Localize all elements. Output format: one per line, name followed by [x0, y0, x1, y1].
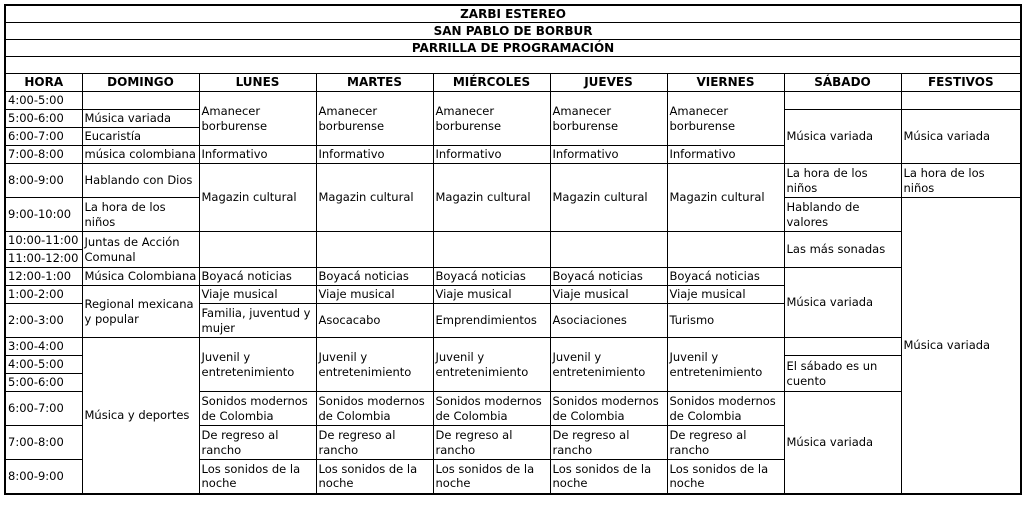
program-cell: Los sonidos de la noche [550, 460, 667, 494]
program-cell: Amanecer borburense [433, 92, 550, 146]
program-cell: Juvenil y entretenimiento [667, 338, 784, 392]
spacer-row [5, 57, 1021, 74]
program-cell: Hablando de valores [784, 198, 901, 232]
program-cell: Música variada [784, 392, 901, 494]
program-cell: Boyacá noticias [667, 268, 784, 286]
hour-cell: 8:00-9:00 [5, 164, 82, 198]
hour-cell: 11:00-12:00 [5, 250, 82, 268]
program-cell: Sonidos modernos de Colombia [550, 392, 667, 426]
hour-cell: 5:00-6:00 [5, 110, 82, 128]
col-festivos: FESTIVOS [901, 74, 1021, 92]
program-cell: Música variada [901, 198, 1021, 494]
programming-grid [4, 4, 1022, 495]
hour-cell: 2:00-3:00 [5, 304, 82, 338]
hour-cell: 5:00-6:00 [5, 374, 82, 392]
program-cell: Viaje musical [316, 286, 433, 304]
hour-cell: 1:00-2:00 [5, 286, 82, 304]
table-row [5, 338, 1021, 356]
program-cell: Viaje musical [550, 286, 667, 304]
hour-cell: 4:00-5:00 [5, 92, 82, 110]
program-cell: Eucaristía [82, 128, 199, 146]
program-cell: Amanecer borburense [667, 92, 784, 146]
program-cell: La hora de los niños [82, 198, 199, 232]
table-row [5, 164, 1021, 198]
hour-cell: 12:00-1:00 [5, 268, 82, 286]
program-cell: Magazin cultural [199, 164, 316, 232]
grid-subtitle: PARRILLA DE PROGRAMACIÓN [5, 40, 1021, 57]
table-row [5, 92, 1021, 110]
hour-cell: 4:00-5:00 [5, 356, 82, 374]
town-title: SAN PABLO DE BORBUR [5, 23, 1021, 40]
program-cell: Boyacá noticias [550, 268, 667, 286]
col-jueves: JUEVES [550, 74, 667, 92]
program-cell: Los sonidos de la noche [199, 460, 316, 494]
program-cell: Regional mexicana y popular [82, 286, 199, 338]
program-cell: De regreso al rancho [667, 426, 784, 460]
program-cell: Informativo [316, 146, 433, 164]
program-cell: Sonidos modernos de Colombia [433, 392, 550, 426]
program-cell: De regreso al rancho [550, 426, 667, 460]
column-header-row [5, 74, 1021, 92]
hour-cell: 7:00-8:00 [5, 146, 82, 164]
program-cell: Boyacá noticias [199, 268, 316, 286]
empty-cell [316, 232, 433, 268]
empty-cell [667, 232, 784, 268]
program-cell: Emprendimientos [433, 304, 550, 338]
program-cell: De regreso al rancho [433, 426, 550, 460]
program-cell: La hora de los niños [784, 164, 901, 198]
empty-cell [550, 232, 667, 268]
program-cell: Los sonidos de la noche [667, 460, 784, 494]
program-cell: Juntas de Acción Comunal [82, 232, 199, 268]
program-cell: Juvenil y entretenimiento [550, 338, 667, 392]
program-cell: De regreso al rancho [316, 426, 433, 460]
program-cell: música colombiana [82, 146, 199, 164]
col-viernes: VIERNES [667, 74, 784, 92]
program-cell: Juvenil y entretenimiento [316, 338, 433, 392]
program-cell: Informativo [550, 146, 667, 164]
table-row [5, 232, 1021, 250]
program-cell: Asociaciones [550, 304, 667, 338]
empty-cell [199, 232, 316, 268]
program-cell: Música variada [784, 110, 901, 164]
hour-cell: 9:00-10:00 [5, 198, 82, 232]
hour-cell: 6:00-7:00 [5, 392, 82, 426]
table-row [5, 268, 1021, 286]
program-cell: Familia, juventud y mujer [199, 304, 316, 338]
program-cell: Informativo [667, 146, 784, 164]
program-cell: Amanecer borburense [199, 92, 316, 146]
hour-cell: 6:00-7:00 [5, 128, 82, 146]
program-cell: El sábado es un cuento [784, 356, 901, 392]
program-cell: Viaje musical [433, 286, 550, 304]
hour-cell: 8:00-9:00 [5, 460, 82, 494]
program-cell: Los sonidos de la noche [433, 460, 550, 494]
hour-cell: 7:00-8:00 [5, 426, 82, 460]
program-cell: La hora de los niños [901, 164, 1021, 198]
program-cell: Viaje musical [199, 286, 316, 304]
empty-cell [901, 92, 1021, 110]
program-cell: Boyacá noticias [433, 268, 550, 286]
program-cell: Juvenil y entretenimiento [433, 338, 550, 392]
program-cell: Magazin cultural [433, 164, 550, 232]
empty-cell [433, 232, 550, 268]
program-cell: Informativo [433, 146, 550, 164]
hour-cell: 10:00-11:00 [5, 232, 82, 250]
col-martes: MARTES [316, 74, 433, 92]
empty-cell [784, 338, 901, 356]
program-cell: Hablando con Dios [82, 164, 199, 198]
program-cell: De regreso al rancho [199, 426, 316, 460]
program-cell: Asocacabo [316, 304, 433, 338]
hour-cell: 3:00-4:00 [5, 338, 82, 356]
program-cell: Boyacá noticias [316, 268, 433, 286]
program-cell: Turismo [667, 304, 784, 338]
empty-cell [82, 92, 199, 110]
program-cell: Magazin cultural [550, 164, 667, 232]
program-cell: Juvenil y entretenimiento [199, 338, 316, 392]
program-cell: Los sonidos de la noche [316, 460, 433, 494]
program-cell: Magazin cultural [667, 164, 784, 232]
col-lunes: LUNES [199, 74, 316, 92]
col-hora: HORA [5, 74, 82, 92]
program-cell: Sonidos modernos de Colombia [667, 392, 784, 426]
col-miercoles: MIÉRCOLES [433, 74, 550, 92]
col-domingo: DOMINGO [82, 74, 199, 92]
col-sabado: SÁBADO [784, 74, 901, 92]
program-cell: Magazin cultural [316, 164, 433, 232]
program-cell: Música y deportes [82, 338, 199, 494]
program-cell: Sonidos modernos de Colombia [199, 392, 316, 426]
program-cell: Informativo [199, 146, 316, 164]
program-cell: Viaje musical [667, 286, 784, 304]
program-cell: Amanecer borburense [550, 92, 667, 146]
program-cell: Sonidos modernos de Colombia [316, 392, 433, 426]
program-cell: Música variada [784, 268, 901, 338]
program-cell: Música Colombiana [82, 268, 199, 286]
station-title: ZARBI ESTEREO [5, 5, 1021, 23]
empty-cell [784, 92, 901, 110]
program-cell: Amanecer borburense [316, 92, 433, 146]
program-cell: Las más sonadas [784, 232, 901, 268]
program-cell: Música variada [82, 110, 199, 128]
program-cell: Música variada [901, 110, 1021, 164]
